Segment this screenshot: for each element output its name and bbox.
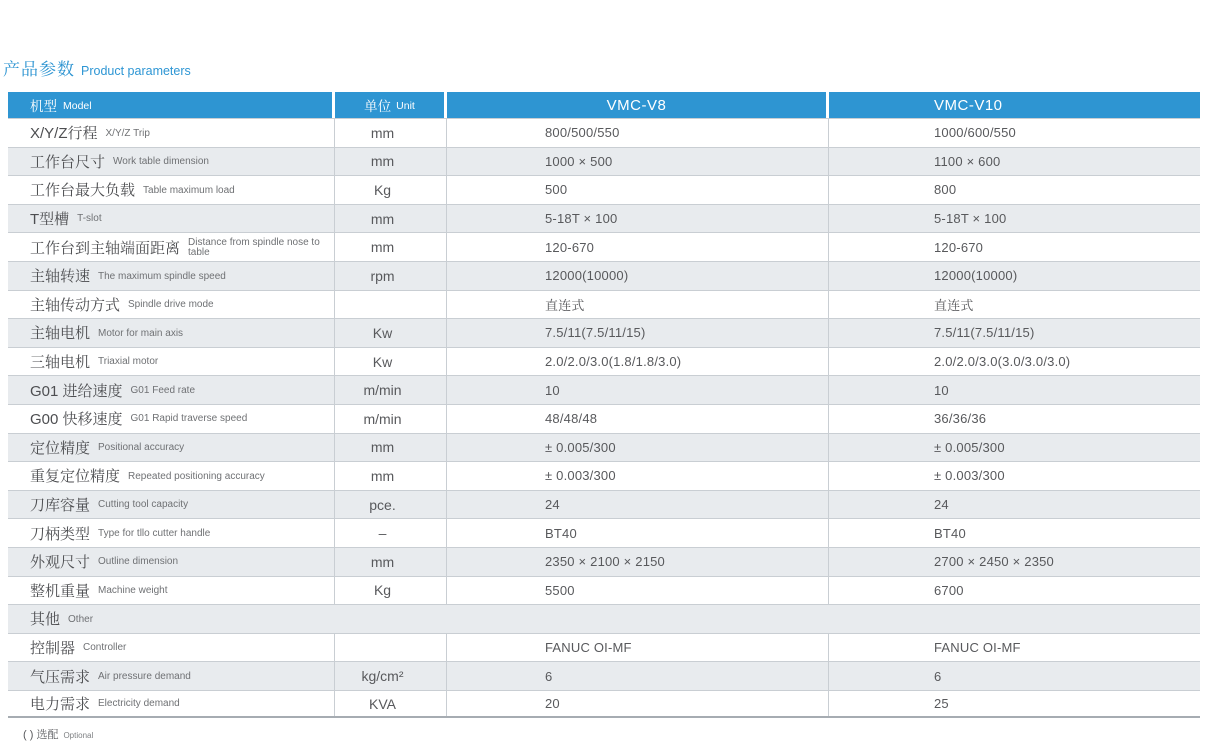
section-label-en: Other [68,613,94,625]
unit-cell: m/min [335,405,447,433]
header-vmc-v8-label: VMC-V8 [606,96,667,114]
value-vmc-v10-cell: 1000/600/550 [934,125,1016,141]
value-vmc-v8-cell: 2.0/2.0/3.0(1.8/1.8/3.0) [447,348,829,376]
row-label-cn: 主轴传动方式 [30,296,121,314]
value-vmc-v8-cell: ± 0.005/300 [447,434,829,462]
row-label-cell [8,376,335,404]
row-label-cn: 主轴转速 [30,268,91,286]
value-vmc-v10-cell: FANUC OI-MF [934,639,1021,655]
row-label-en: Spindle drive mode [128,299,214,311]
row-label-cn: 重复定位精度 [30,468,121,486]
value-vmc-v8-cell: 12000(10000) [447,262,829,290]
unit-cell: – [335,519,447,547]
row-label-cn: 刀柄类型 [30,525,91,543]
value-vmc-v10-cell: 6700 [934,582,964,598]
value-vmc-v10-cell: 24 [934,497,949,513]
spec-row [8,204,1200,233]
row-label-cell [8,491,335,519]
row-label-en: G01 Rapid traverse speed [130,413,248,425]
spec-row [8,232,1200,261]
unit-cell: rpm [335,262,447,290]
value-vmc-v10-cell: 1100 × 600 [934,153,1001,169]
spec-row [8,661,1200,690]
row-label-cn: G01 进给速度 [30,382,123,400]
row-label-en: Air pressure demand [98,670,191,682]
spec-row [8,404,1200,433]
value-vmc-v8-cell: ± 0.003/300 [447,462,829,490]
row-label-en: Type for tllo cutter handle [98,527,211,539]
spec-row [8,547,1200,576]
product-parameters-table [8,92,1200,718]
unit-cell [335,634,447,662]
spec-row [8,633,1200,662]
table-header-row [8,92,1200,118]
section-label-cn: 其他 [30,611,61,629]
row-label-cell [8,662,335,690]
header-model-en: Model [63,100,92,112]
row-label-cell [8,205,335,233]
spec-row [8,290,1200,319]
unit-cell: kg/cm² [335,662,447,690]
row-label-cell [8,262,335,290]
spec-row [8,461,1200,490]
row-label-cell [8,148,335,176]
value-vmc-v8-cell: 5500 [447,577,829,605]
row-label-en: Cutting tool capacity [98,499,189,511]
row-label-cn: 刀库容量 [30,497,91,515]
footnote [23,726,93,742]
row-label-cell [8,233,335,261]
header-cell-model [8,92,335,118]
row-label-cn: 工作台最大负载 [30,182,136,200]
row-label-cell [8,319,335,347]
unit-cell: pce. [335,491,447,519]
unit-cell: mm [335,119,447,147]
value-vmc-v10-cell: 6 [934,668,942,684]
spec-row [8,518,1200,547]
row-label-cell [8,691,335,717]
value-vmc-v10-cell: 2700 × 2450 × 2350 [934,554,1054,570]
row-label-cn: 外观尺寸 [30,554,91,572]
row-label-cell [8,119,335,147]
row-label-en: Motor for main axis [98,327,184,339]
header-cell-vmc-v10 [829,92,1200,118]
value-vmc-v8-cell: 120-670 [447,233,829,261]
footnote-cn: ( ) 选配 [23,729,59,741]
unit-cell [335,291,447,319]
row-label-en: Table maximum load [143,184,235,196]
value-vmc-v10-cell: ± 0.005/300 [934,439,1005,455]
row-label-cell [8,291,335,319]
value-vmc-v8-cell: 800/500/550 [447,119,829,147]
row-label-cn: X/Y/Z行程 [30,125,98,143]
spec-row [8,576,1200,605]
value-vmc-v8-cell: FANUC OI-MF [447,634,829,662]
row-label-en: Positional accuracy [98,442,185,454]
footnote-en: Optional [63,731,94,740]
spec-row [8,433,1200,462]
row-label-en: Distance from spindle nose to table [188,236,320,259]
row-label-cn: 工作台尺寸 [30,153,106,171]
table-body [8,118,1200,718]
row-label-cn: 三轴电机 [30,354,91,372]
value-vmc-v10-cell: 25 [934,696,949,712]
header-unit-cn: 单位 [364,99,392,114]
value-vmc-v8-cell: BT40 [447,519,829,547]
row-label-cell [8,462,335,490]
row-label-cell [8,519,335,547]
row-label-cn: 气压需求 [30,668,91,686]
value-vmc-v8-cell: 1000 × 500 [447,148,829,176]
unit-cell: mm [335,148,447,176]
row-label-cell [8,348,335,376]
header-cell-vmc-v8 [447,92,829,118]
row-label-en: Electricity demand [98,698,180,710]
value-vmc-v8-cell: 48/48/48 [447,405,829,433]
unit-cell: mm [335,548,447,576]
spec-row [8,318,1200,347]
unit-cell: Kw [335,348,447,376]
value-vmc-v10-cell: 7.5/11(7.5/11/15) [934,325,1035,341]
row-label-en: Controller [83,642,127,654]
unit-cell: mm [335,233,447,261]
row-label-cn: 电力需求 [30,696,91,714]
value-vmc-v8-cell: 7.5/11(7.5/11/15) [447,319,829,347]
row-label-cell [8,176,335,204]
row-label-en: Repeated positioning accuracy [128,470,265,482]
value-vmc-v8-cell: 5-18T × 100 [447,205,829,233]
spec-row [8,490,1200,519]
unit-cell: mm [335,462,447,490]
unit-cell: mm [335,205,447,233]
value-vmc-v10-cell: BT40 [934,525,966,541]
row-label-en: Outline dimension [98,556,179,568]
value-vmc-v8-cell: 500 [447,176,829,204]
row-label-en: T-slot [77,213,102,225]
row-label-en: X/Y/Z Trip [105,127,150,139]
unit-cell: Kw [335,319,447,347]
row-label-cn: 整机重量 [30,582,91,600]
row-label-en: The maximum spindle speed [98,270,226,282]
unit-cell: Kg [335,176,447,204]
value-vmc-v8-cell: 20 [447,691,829,717]
value-vmc-v10-cell: 800 [934,182,957,198]
row-label-cell [8,548,335,576]
spec-row [8,147,1200,176]
header-vmc-v10-label: VMC-V10 [934,96,1003,114]
row-label-cn: G00 快移速度 [30,411,123,429]
header-cell-unit [335,92,447,118]
row-label-cell [8,577,335,605]
row-label-cn: 工作台到主轴端面距离 [30,239,181,257]
row-label-cell [8,405,335,433]
row-label-cn: 主轴电机 [30,325,91,343]
section-label-cell [8,605,1200,633]
value-vmc-v10-cell: 36/36/36 [934,411,987,427]
unit-cell: KVA [335,691,447,717]
header-model-cn: 机型 [30,99,57,114]
row-label-en: Work table dimension [113,156,209,168]
row-label-cell [8,434,335,462]
row-label-en: Triaxial motor [98,356,159,368]
value-vmc-v10-cell: 12000(10000) [934,268,1018,284]
spec-row [8,690,1200,719]
unit-cell: mm [335,434,447,462]
section-row [8,604,1200,633]
value-vmc-v8-cell: 直连式 [447,291,829,319]
spec-row [8,261,1200,290]
value-vmc-v10-cell: 直连式 [934,297,974,313]
row-label-en: G01 Feed rate [130,384,196,396]
row-label-cell [8,634,335,662]
value-vmc-v8-cell: 6 [447,662,829,690]
row-label-cn: T型槽 [30,211,70,229]
spec-row [8,347,1200,376]
header-unit-en: Unit [396,100,415,112]
row-label-cn: 定位精度 [30,439,91,457]
value-vmc-v8-cell: 24 [447,491,829,519]
spec-row [8,375,1200,404]
row-label-en: Machine weight [98,585,168,597]
value-vmc-v10-cell: ± 0.003/300 [934,468,1005,484]
spec-row [8,118,1200,147]
unit-cell: Kg [335,577,447,605]
row-label-cn: 控制器 [30,639,76,657]
value-vmc-v8-cell: 2350 × 2100 × 2150 [447,548,829,576]
unit-cell: m/min [335,376,447,404]
value-vmc-v10-cell: 5-18T × 100 [934,211,1007,227]
page-title-cn: 产品参数 [3,60,75,79]
page-title-en: Product parameters [81,64,191,78]
value-vmc-v8-cell: 10 [447,376,829,404]
page-title [3,55,191,80]
value-vmc-v10-cell: 10 [934,382,949,398]
value-vmc-v10-cell: 120-670 [934,239,984,255]
value-vmc-v10-cell: 2.0/2.0/3.0(3.0/3.0/3.0) [934,354,1071,370]
spec-row [8,175,1200,204]
